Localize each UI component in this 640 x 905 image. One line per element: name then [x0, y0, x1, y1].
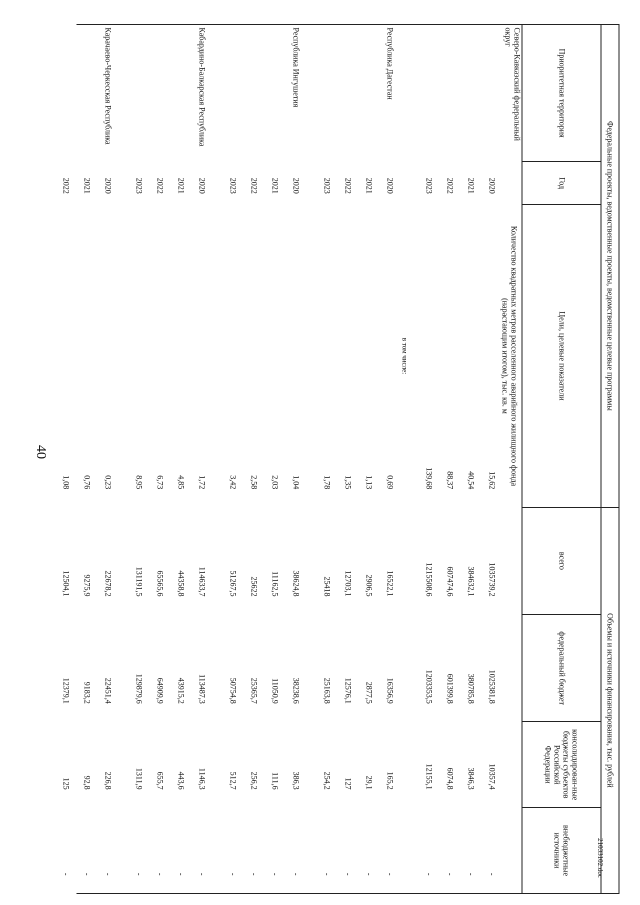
total-value: 25622 [249, 576, 259, 597]
extrabudget-value: - [228, 872, 238, 876]
header-year: Год [522, 162, 601, 205]
empty-cell [39, 162, 49, 205]
year-cell: 2021 [270, 177, 280, 194]
header-goal: Цели, целевые показатели [522, 205, 601, 508]
empty-cell [206, 722, 216, 808]
extrabudget-value: - [291, 872, 301, 876]
total-value: 16522,1 [385, 570, 395, 597]
consolidated-value: 1146,3 [197, 767, 207, 790]
including-label: в том числе: [400, 337, 409, 375]
territory-cell [237, 25, 258, 162]
header-extrabudget: внебюджетные источники [522, 808, 601, 894]
empty-cell [394, 722, 412, 808]
empty-cell [300, 25, 310, 162]
table-row [185, 25, 206, 894]
empty-cell [496, 507, 522, 614]
goal-value: 3,42 [228, 475, 238, 490]
goal-value: 88,37 [445, 471, 455, 490]
federal-value: 380785,8 [466, 673, 476, 704]
federal-value: 25365,7 [249, 677, 259, 704]
total-value: 1215508,6 [424, 562, 434, 597]
table-row [258, 25, 279, 894]
year-cell: 2023 [322, 177, 332, 194]
page-number: 40 [33, 445, 48, 459]
federal-value: 1203353,5 [424, 669, 434, 704]
year-cell: 2023 [424, 177, 434, 194]
total-value: 131191,5 [134, 566, 144, 597]
territory-cell [143, 25, 164, 162]
extrabudget-value: - [197, 872, 207, 876]
table-row [310, 25, 331, 894]
federal-value: 12576,1 [343, 677, 353, 704]
empty-cell [39, 808, 49, 894]
empty-cell [112, 507, 122, 614]
year-cell: 2022 [445, 177, 455, 194]
federal-value: 22451,4 [103, 677, 113, 704]
empty-cell [112, 615, 122, 722]
empty-cell [496, 722, 522, 808]
consolidated-value: 3846,3 [466, 767, 476, 790]
rotated-table-container [61, 24, 620, 894]
federal-value: 9183,2 [82, 681, 92, 704]
federal-value: 25163,8 [322, 677, 332, 704]
table-row [237, 25, 258, 894]
table-body [39, 25, 522, 894]
goal-value: 40,54 [466, 471, 476, 490]
empty-cell [496, 615, 522, 722]
goal-value: 2,58 [249, 475, 259, 490]
consolidated-value: 256,2 [249, 771, 259, 790]
header-group-projects: Федеральные проекты, ведомственные проекты, ведомственные целевые программы [601, 25, 619, 508]
header-total: всего [522, 507, 601, 614]
table-row [433, 25, 454, 894]
territory-name: Республика Ингушетия [291, 27, 301, 108]
extrabudget-value: - [134, 872, 144, 876]
federal-value: 16356,9 [385, 677, 395, 704]
consolidated-value: 254,2 [322, 771, 332, 790]
consolidated-value: 165,2 [385, 771, 395, 790]
territory-cell [49, 25, 70, 162]
year-cell: 2021 [176, 177, 186, 194]
empty-cell [112, 205, 122, 508]
empty-cell [206, 808, 216, 894]
total-value: 65565,6 [155, 570, 165, 597]
empty-cell [39, 722, 49, 808]
federal-value: 50754,8 [228, 677, 238, 704]
table-row [49, 25, 70, 894]
extrabudget-value: - [364, 872, 374, 876]
table-row [352, 25, 373, 894]
table-row [143, 25, 164, 894]
territory-cell [70, 25, 91, 162]
extrabudget-value: - [424, 872, 434, 876]
territory-cell [164, 25, 185, 162]
empty-cell [300, 615, 310, 722]
goal-value: 0,23 [103, 475, 113, 490]
consolidated-value: 111,6 [270, 772, 280, 790]
goal-description: Количество квадратных метров расселенного аварийного жилищного фонда (нарастающим итогом), тыс. кв. м [500, 225, 519, 487]
goal-value: 6,73 [155, 475, 165, 490]
table-row [70, 25, 91, 894]
extrabudget-value: - [343, 872, 353, 876]
empty-cell [496, 162, 522, 205]
year-cell: 2020 [291, 177, 301, 194]
consolidated-value: 92,8 [82, 775, 92, 790]
territory-name: Республика Дагестан [385, 27, 395, 100]
territory-cell [258, 25, 279, 162]
empty-cell [206, 615, 216, 722]
federal-value: 601399,8 [445, 673, 455, 704]
table-row [496, 25, 522, 894]
consolidated-value: 226,8 [103, 771, 113, 790]
total-value: 12703,1 [343, 570, 353, 597]
total-value: 51267,5 [228, 570, 238, 597]
federal-value: 11050,9 [270, 678, 280, 704]
empty-cell [206, 162, 216, 205]
table-row [394, 25, 412, 894]
footer-file-code: 21033102.doc [596, 838, 604, 878]
territory-name: Северо-Кавказский федеральный округ [503, 27, 522, 141]
total-value: 22678,2 [103, 570, 113, 597]
federal-value: 38238,6 [291, 677, 301, 704]
table-row [279, 25, 300, 894]
year-cell: 2022 [343, 177, 353, 194]
empty-cell [300, 808, 310, 894]
empty-cell [112, 722, 122, 808]
year-cell: 2023 [228, 177, 238, 194]
territory-cell [122, 25, 143, 162]
territory-cell [216, 25, 237, 162]
total-value: 25418 [322, 576, 332, 597]
table-row [373, 25, 394, 894]
consolidated-value: 12155,1 [424, 763, 434, 790]
year-cell: 2022 [249, 177, 259, 194]
table-row [122, 25, 143, 894]
consolidated-value: 125 [61, 777, 71, 790]
extrabudget-value: - [61, 872, 71, 876]
extrabudget-value: - [466, 872, 476, 876]
empty-cell [394, 25, 412, 162]
extrabudget-value: - [270, 872, 280, 876]
goal-value: 1,72 [197, 475, 207, 490]
year-cell: 2021 [466, 177, 476, 194]
financing-table [39, 24, 619, 894]
extrabudget-value: - [176, 872, 186, 876]
territory-cell [433, 25, 454, 162]
extrabudget-value: - [385, 872, 395, 876]
year-cell: 2020 [487, 177, 497, 194]
row-spacer [112, 25, 122, 894]
year-cell: 2021 [82, 177, 92, 194]
empty-cell [39, 615, 49, 722]
empty-cell [112, 808, 122, 894]
table-row [164, 25, 185, 894]
extrabudget-value: - [155, 872, 165, 876]
empty-cell [300, 507, 310, 614]
federal-value: 2877,5 [364, 681, 374, 704]
extrabudget-value: - [445, 872, 455, 876]
empty-cell [394, 162, 412, 205]
row-spacer [39, 25, 49, 894]
consolidated-value: 386,3 [291, 771, 301, 790]
territory-name: Кабардино-Балкарская Республика [197, 27, 207, 147]
header-consolidated: консолидирован-ные бюджеты субъектов Российской Федерации [522, 722, 601, 808]
extrabudget-value: - [249, 872, 259, 876]
year-cell: 2020 [103, 177, 113, 194]
empty-cell [112, 25, 122, 162]
empty-cell [39, 507, 49, 614]
territory-cell [310, 25, 331, 162]
year-cell: 2020 [197, 177, 207, 194]
empty-cell [394, 808, 412, 894]
total-value: 384632,1 [466, 566, 476, 597]
empty-cell [206, 205, 216, 508]
goal-value: 1,13 [364, 475, 374, 490]
federal-value: 1025381,8 [487, 669, 497, 704]
empty-cell [394, 615, 412, 722]
empty-cell [39, 25, 49, 162]
table-row [412, 25, 433, 894]
header-group-financing: Объемы и источники финансирования, тыс. рублей [601, 507, 619, 893]
empty-cell [300, 205, 310, 508]
empty-cell [394, 507, 412, 614]
extrabudget-value: - [82, 872, 92, 876]
table-row [216, 25, 237, 894]
total-value: 12504,1 [61, 570, 71, 597]
federal-value: 12379,1 [61, 677, 71, 704]
empty-cell [206, 507, 216, 614]
federal-value: 43915,2 [176, 677, 186, 704]
goal-value: 1,08 [61, 475, 71, 490]
goal-value: 4,85 [176, 475, 186, 490]
header-territory: Приоритетная территория [522, 25, 601, 162]
extrabudget-value: - [487, 872, 497, 876]
consolidated-value: 127 [343, 777, 353, 790]
territory-cell [412, 25, 433, 162]
extrabudget-value: - [103, 872, 113, 876]
consolidated-value: 6074,8 [445, 767, 455, 790]
row-spacer [300, 25, 310, 894]
total-value: 1035739,2 [487, 562, 497, 597]
row-spacer [206, 25, 216, 894]
goal-value: 1,04 [291, 475, 301, 490]
table-row [91, 25, 112, 894]
total-value: 9275,9 [82, 574, 92, 597]
goal-value: 139,68 [424, 467, 434, 490]
total-value: 38624,8 [291, 570, 301, 597]
year-cell: 2021 [364, 177, 374, 194]
federal-value: 129879,6 [134, 673, 144, 704]
total-value: 114633,7 [197, 566, 207, 597]
header-federal: федеральный бюджет [522, 615, 601, 722]
extrabudget-value: - [322, 872, 332, 876]
goal-value: 2,03 [270, 475, 280, 490]
consolidated-value: 1311,9 [134, 767, 144, 790]
total-value: 607474,6 [445, 566, 455, 597]
goal-value: 1,35 [343, 475, 353, 490]
consolidated-value: 443,6 [176, 771, 186, 790]
goal-value: 1,78 [322, 475, 332, 490]
territory-cell [331, 25, 352, 162]
consolidated-value: 512,7 [228, 771, 238, 790]
total-value: 2906,5 [364, 574, 374, 597]
total-value: 11162,5 [270, 571, 280, 597]
federal-value: 64909,9 [155, 677, 165, 704]
goal-value: 15,62 [487, 471, 497, 490]
empty-cell [39, 205, 49, 508]
empty-cell [496, 808, 522, 894]
total-value: 44358,8 [176, 570, 186, 597]
consolidated-value: 655,7 [155, 771, 165, 790]
table-row [454, 25, 475, 894]
goal-value: 0,69 [385, 475, 395, 490]
year-cell: 2022 [61, 177, 71, 194]
year-cell: 2023 [134, 177, 144, 194]
goal-value: 0,76 [82, 475, 92, 490]
territory-cell [454, 25, 475, 162]
empty-cell [300, 162, 310, 205]
empty-cell [300, 722, 310, 808]
empty-cell [112, 162, 122, 205]
empty-cell [206, 25, 216, 162]
federal-value: 113487,3 [197, 674, 207, 704]
table-row [331, 25, 352, 894]
year-cell: 2020 [385, 177, 395, 194]
year-cell: 2022 [155, 177, 165, 194]
territory-name: Карачаево-Черкесская Республика [103, 27, 113, 145]
goal-value: 8,95 [134, 475, 144, 490]
consolidated-value: 29,1 [364, 775, 374, 790]
territory-cell [352, 25, 373, 162]
consolidated-value: 10357,4 [487, 763, 497, 790]
